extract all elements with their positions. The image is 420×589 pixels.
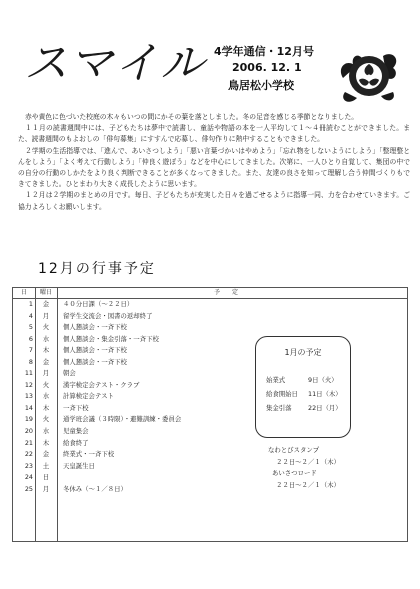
row-event: 個人懇談会・一斉下校 — [63, 346, 127, 355]
note-greeting-title: あいさつロード — [272, 469, 317, 478]
row-weekday: 月 — [42, 484, 50, 493]
row-day: 4 — [28, 311, 33, 320]
january-title: 1月の予定 — [284, 348, 322, 357]
school-name: 鳥居松小学校 — [228, 79, 294, 92]
row-event: 児童集会 — [63, 427, 89, 436]
row-weekday: 火 — [42, 323, 50, 332]
row-day: 23 — [24, 461, 33, 470]
row-event: 朝会 — [63, 369, 76, 378]
january-item-value: 11日（木） — [308, 390, 342, 398]
row-day: 25 — [24, 484, 33, 493]
intro-text — [18, 112, 410, 213]
row-day: 12 — [24, 380, 33, 389]
header-weekday: 曜日 — [39, 289, 52, 296]
newsletter-title: スマイル — [24, 38, 207, 89]
january-schedule-box — [255, 336, 351, 438]
january-item-value: 22日（月） — [308, 404, 342, 412]
row-weekday: 木 — [42, 346, 50, 355]
schedule-heading: 12月の行事予定 — [38, 261, 156, 277]
header-day: 日 — [20, 289, 27, 296]
january-item-label: 集金引落 — [266, 404, 292, 412]
row-event: 個人懇談会・集金引落・一斉下校 — [63, 334, 159, 343]
row-day: 22 — [24, 450, 33, 459]
issue-line: 4学年通信・12月号 — [214, 45, 314, 58]
row-day: 6 — [28, 334, 33, 343]
activity-notes — [268, 445, 378, 491]
row-day: 24 — [24, 473, 33, 482]
intro-paragraph: ２学期の生活指導では、「進んで、あいさつしよう」「悪い言葉づかいはやめよう」「忘れ物をしないようにしよう」「整理整とんをしよう」「よく考えて行動しよう」「仲良く遊ぼう」などを中心にしてきました。次第に、一人ひとり自覚して、集団の中での自分の行動のしかたをより良く判断できることが多くなってきました。また、友達の良さを知って理解し合う仲間づくりもできてきました。ひとまわり大きく成長したように思います。 — [18, 146, 410, 189]
table-row — [13, 299, 407, 311]
row-event: 給食終了 — [63, 438, 89, 447]
january-item-label: 始業式 — [266, 376, 286, 384]
row-day: 5 — [28, 323, 33, 332]
note-jumprope-title: なわとびスタンプ — [268, 446, 320, 454]
row-event: 個人懇談会・一斉下校 — [63, 323, 127, 332]
row-event: 天皇誕生日 — [63, 461, 95, 470]
row-weekday: 土 — [42, 461, 50, 470]
issue-info — [214, 44, 314, 94]
row-weekday: 水 — [42, 427, 50, 436]
row-weekday: 金 — [42, 450, 50, 459]
row-event: 留学生交流会・図書の返却終了 — [63, 311, 153, 320]
row-event: 計算検定会テスト — [63, 392, 114, 401]
note-greeting-period: ２２日〜２／１（木） — [276, 480, 340, 489]
table-row — [13, 311, 407, 323]
camellia-flower-icon — [335, 38, 401, 108]
row-weekday: 木 — [42, 438, 50, 447]
row-event: 一斉下校 — [63, 403, 89, 412]
row-weekday: 日 — [42, 473, 50, 482]
row-day: 11 — [24, 369, 33, 378]
row-day: 19 — [24, 415, 33, 424]
row-weekday: 水 — [42, 392, 50, 401]
row-day: 1 — [28, 300, 33, 308]
row-event: ４０分日課（〜２２日） — [63, 300, 134, 308]
header-event: 予定 — [213, 289, 250, 296]
table-row — [13, 322, 407, 334]
row-weekday: 金 — [42, 357, 50, 366]
january-item-value: 9日（火） — [308, 376, 338, 384]
row-event: 個人懇談会・一斉下校 — [63, 357, 127, 366]
row-weekday: 水 — [42, 334, 50, 343]
row-day: 7 — [28, 346, 33, 355]
row-weekday: 木 — [42, 403, 50, 412]
row-day: 14 — [24, 403, 33, 412]
schedule-header — [13, 288, 407, 299]
row-weekday: 月 — [42, 311, 50, 320]
row-day: 8 — [28, 357, 33, 366]
row-event: 冬休み（〜１／８日） — [63, 484, 127, 493]
row-weekday: 火 — [42, 380, 50, 389]
row-day: 20 — [24, 427, 33, 436]
intro-paragraph: 赤や黄色に色づいた校庭の木々もいつの間にかその葉を落としました。冬の足音を感じる季節となりました。 — [25, 113, 359, 121]
row-event: 終業式・一斉下校 — [63, 450, 115, 459]
row-event: 通学班会議（３時限）・避難訓練・委員会 — [63, 415, 182, 424]
row-weekday: 金 — [42, 300, 50, 308]
note-jumprope-period: ２２日〜２／１（木） — [276, 457, 340, 466]
issue-date: 2006. 12. 1 — [232, 61, 302, 74]
row-weekday: 月 — [42, 369, 50, 378]
row-day: 13 — [24, 392, 33, 401]
row-event: 漢字検定会テスト・クラブ — [63, 380, 140, 389]
january-item-label: 給食開始日 — [266, 390, 298, 398]
intro-paragraph: １１月の読書週間中には、子どもたちは夢中で読書し、童話や物語の本を一人平均して１〜４冊読むことができました。また、読書週間のもよおしの「俳句募集」にすすんで応募し、俳句作りに熱中することもできました。 — [18, 124, 410, 144]
row-weekday: 火 — [42, 415, 50, 424]
row-day: 21 — [24, 438, 33, 447]
intro-paragraph: １２月は２学期のまとめの月です。毎日、子どもたちが充実した日々を過ごせるように指導一同、力を合わせていきます。ご協力よろしくお願いします。 — [18, 191, 410, 211]
